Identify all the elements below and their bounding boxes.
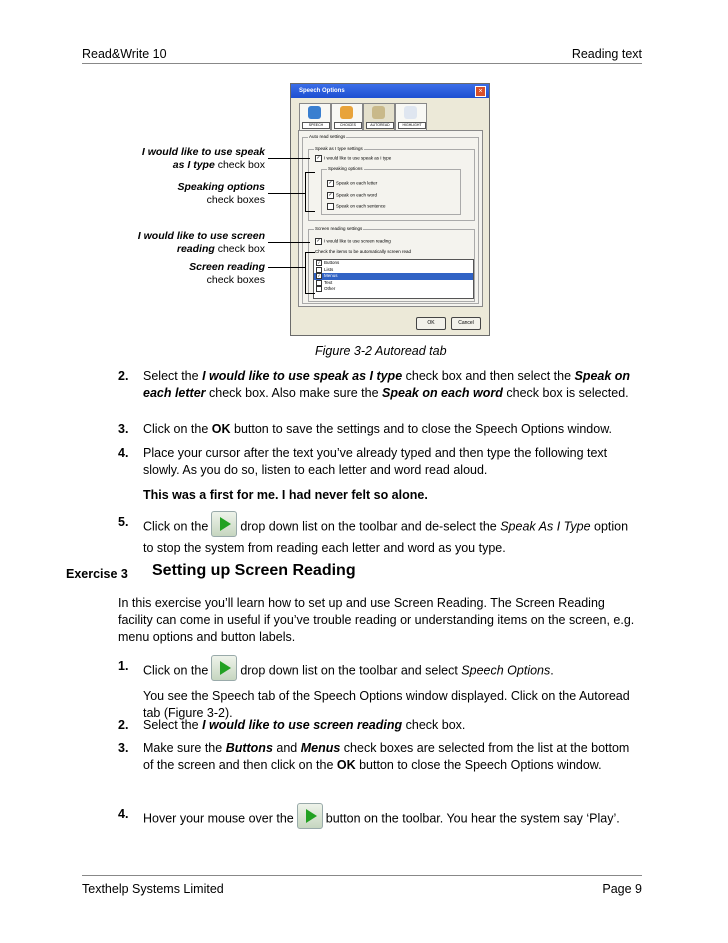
tab-choices[interactable] [331,103,363,131]
callout-bracket [305,293,315,294]
list-instructions: Check the items to be automatically screen read [315,249,412,254]
step-number: 2. [118,369,129,383]
tab-highlight[interactable] [395,103,427,131]
callout-line [268,193,305,194]
callout-bracket [305,172,306,212]
callout-bold: Screen reading [189,261,265,273]
ok-button[interactable]: OK [416,317,446,330]
checkbox-label: I would like to use speak as I type [324,155,392,161]
speak-word-checkbox[interactable]: ✓ Speak on each word [328,192,378,198]
callout-text: check boxes [206,193,265,206]
step-text: Click on the OK button to save the settings and to close the Speech Options window. [143,422,613,436]
exercise-label: Exercise 3 [66,567,128,581]
page-number: Page 9 [602,882,642,896]
choices-tab-icon [340,106,353,119]
tab-label: HIGHLIGHT [398,122,426,129]
step-text: Make sure the Buttons and Menus check boxes are selected from the list at the bottom of the screen and then click on the OK button to close the Speech Options window. [143,741,630,772]
step-number: 1. [118,659,129,673]
callout-speak-as-type [142,146,265,171]
checkbox-label: Speak on each letter [336,180,378,186]
callout-line [268,158,310,159]
dialog-titlebar: Speech Options [291,84,489,98]
callout-bold: I would like to use speak [141,146,265,158]
header-title: Read&Write 10 [82,47,167,61]
autoread-tab-icon [372,106,385,119]
step-number: 5. [118,515,129,529]
checkbox-label: Speak on each sentence [336,203,386,209]
tab-label: AUTOREAD [366,122,394,129]
group-label: Screen reading settings [315,226,363,231]
close-icon[interactable]: × [475,86,486,97]
callout-bracket [305,211,315,212]
callout-bracket [305,172,315,173]
callout-line [268,242,310,243]
list-item-label: Menus [324,273,338,279]
list-item-label: Text [324,279,333,285]
tab-autoread[interactable] [363,103,395,131]
tab-label: CHOICES [334,122,362,129]
callout-text: check box [214,242,265,255]
callout-line [268,267,305,268]
list-item-label: Other [324,286,336,292]
callout-bold: I would like to use screen [137,230,265,242]
list-item[interactable]: ✓ Buttons [317,260,340,266]
callout-bracket [305,252,306,294]
footer-company: Texthelp Systems Limited [82,882,224,896]
checkbox-label: I would like to use screen reading [324,238,391,244]
list-item[interactable]: ✓ Menus [314,273,473,280]
callout-bracket [305,252,315,253]
screen-reading-checkbox[interactable]: ✓ I would like to use screen reading [316,238,391,244]
step-text: Select the I would like to use speak as I type check box and then select the Speak on each letter check box. Also make sure the Speak on each word check box is selected. [143,369,631,400]
step-number: 3. [118,422,129,436]
group-label: Auto read settings [309,134,346,139]
callout-bold: reading [176,242,215,255]
callout-bold: as I type [172,158,215,171]
figure-caption: Figure 3-2 Autoread tab [315,344,447,358]
highlight-tab-icon [404,106,417,119]
step-number: 3. [118,741,129,755]
callout-screen-reading-boxes [189,261,265,286]
tab-speech[interactable] [299,103,331,131]
group-label: Speak as I type settings [315,146,363,151]
list-item-label: Lists [324,266,334,272]
page-footer [82,875,642,896]
callout-bold: Speaking options [177,181,265,193]
header-section: Reading text [571,47,642,61]
speak-as-type-checkbox[interactable]: ✓ I would like to use speak as I type [316,155,392,161]
list-item[interactable] [314,286,473,293]
autoread-panel [298,130,483,307]
callout-screen-reading [138,230,265,255]
list-item-label: Buttons [324,260,340,266]
cancel-button[interactable]: Cancel [451,317,481,330]
step-text: Place your cursor after the text you’ve already typed and then type the following text slowly. As you do so, listen to each letter and word read aloud. This was a first for me. I had never felt so alone. [143,445,635,504]
play-icon[interactable] [297,803,323,829]
speak-sentence-checkbox[interactable] [327,203,386,210]
screen-read-items-list[interactable] [313,259,474,299]
callout-text: check boxes [206,273,265,286]
step-text: Select the I would like to use screen reading check box. [143,718,466,732]
tab-label: SPEECH [302,122,330,129]
page-header [82,47,642,64]
checkbox-label: Speak on each word [336,192,378,198]
exercise-title: Setting up Screen Reading [152,562,356,579]
step-number: 4. [118,446,129,460]
speech-tab-icon [308,106,321,119]
intro-paragraph: In this exercise you’ll learn how to set up and use Screen Reading. The Screen Reading facility can come in useful if you’ve trouble reading or understanding items on the screen, e.g. menu options and button labels. [118,596,635,644]
step-text: Click on the drop down list on the toolbar and select Speech Options. You see the Speech tab of the Speech Options window displayed. Click on the Autoread tab (Figure 3-2). [143,658,635,722]
play-icon[interactable] [211,511,237,537]
step-text: Click on the drop down list on the toolbar and de-select the Speak As I Type option to stop the system from reading each letter and word as you type. [143,514,635,557]
quote-text: This was a first for me. I had never felt so alone. [143,488,428,502]
play-icon[interactable] [211,655,237,681]
group-label: Speaking options [328,166,363,171]
callout-text: check box [214,158,265,171]
speech-options-dialog [290,83,490,336]
callout-speaking-options [177,181,265,206]
step-number: 4. [118,807,129,821]
step-subtext: You see the Speech tab of the Speech Options window displayed. Click on the Autoread tab (Figure 3-2). [143,689,630,720]
step-number: 2. [118,718,129,732]
step-text: Hover your mouse over the button on the toolbar. You hear the system say ‘Play’. [143,806,635,832]
speak-letter-checkbox[interactable]: ✓ Speak on each letter [328,180,378,186]
